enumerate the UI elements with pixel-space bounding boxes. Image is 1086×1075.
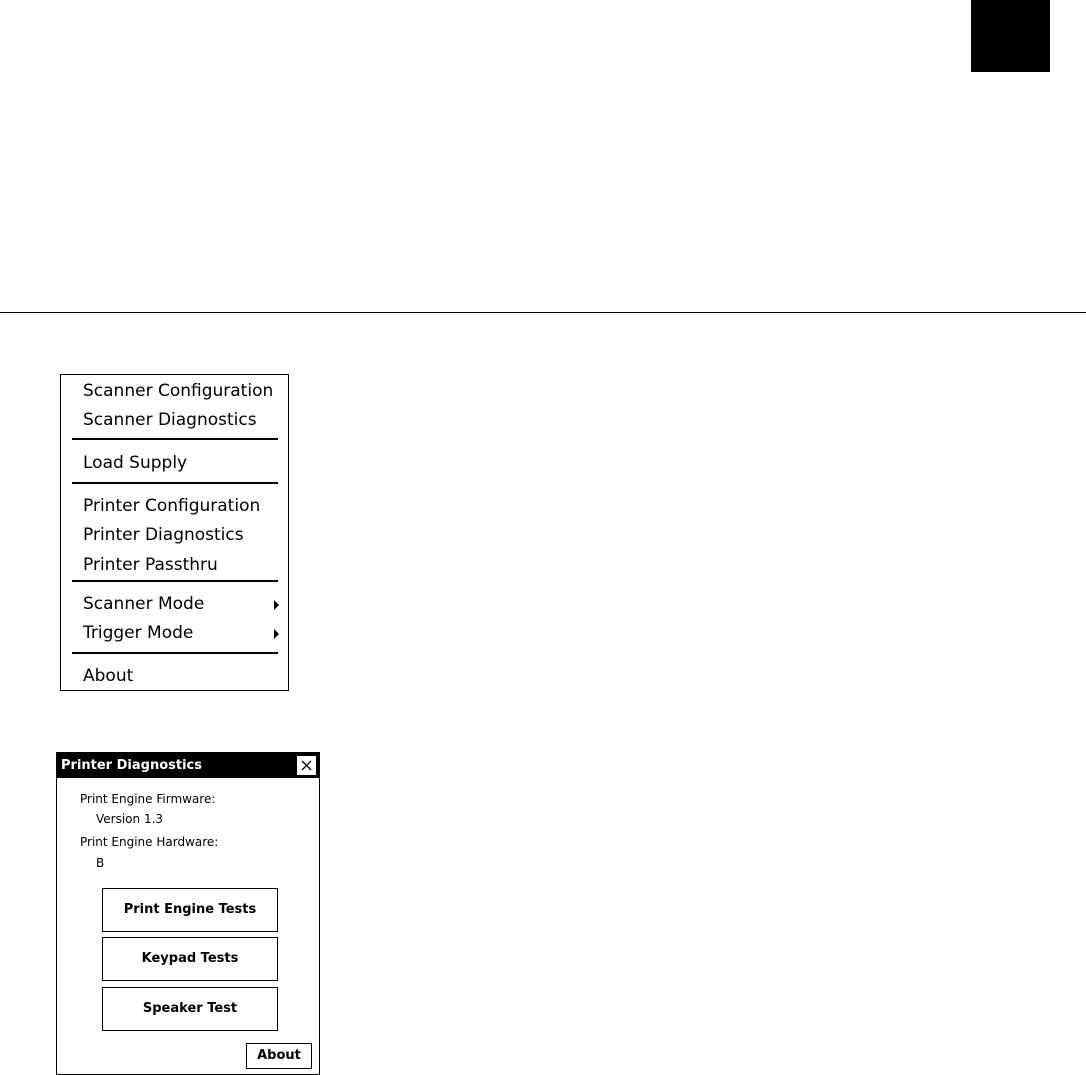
speaker-test-button[interactable]: Speaker Test	[102, 987, 278, 1031]
black-corner-block	[971, 0, 1050, 72]
menu-item-label: Trigger Mode	[83, 623, 194, 643]
menu-item-printer-passthru[interactable]	[83, 551, 282, 579]
printer-diagnostics-window	[56, 752, 320, 1075]
menu-separator	[72, 652, 278, 654]
submenu-arrow-icon	[274, 629, 279, 639]
menu-item-label: Scanner Mode	[83, 594, 205, 614]
title-bar	[57, 753, 319, 778]
menu-item-scanner-mode[interactable]	[83, 590, 282, 618]
firmware-value: Version 1.3	[96, 812, 164, 826]
menu-item-label: Printer Diagnostics	[83, 525, 244, 545]
horizontal-divider	[0, 312, 1086, 313]
menu-separator	[72, 580, 278, 582]
context-menu	[60, 374, 289, 691]
menu-item-label: Scanner Diagnostics	[83, 410, 257, 430]
keypad-tests-button[interactable]: Keypad Tests	[102, 937, 278, 981]
menu-item-load-supply[interactable]	[83, 449, 282, 477]
menu-item-label: Load Supply	[83, 453, 188, 473]
print-engine-tests-button[interactable]: Print Engine Tests	[102, 888, 278, 932]
submenu-arrow-icon	[274, 600, 279, 610]
menu-item-printer-diagnostics[interactable]	[83, 521, 282, 549]
menu-item-label: Printer Configuration	[83, 496, 261, 516]
firmware-label: Print Engine Firmware:	[80, 792, 216, 806]
menu-item-about[interactable]	[83, 662, 282, 690]
close-icon	[301, 760, 312, 771]
hardware-label: Print Engine Hardware:	[80, 835, 219, 849]
menu-item-printer-configuration[interactable]	[83, 492, 282, 520]
hardware-value: B	[96, 856, 105, 870]
about-button[interactable]: About	[246, 1043, 312, 1069]
menu-item-label: Scanner Configuration	[83, 381, 274, 401]
close-button[interactable]	[296, 755, 317, 776]
menu-item-label: About	[83, 666, 134, 686]
menu-item-trigger-mode[interactable]	[83, 619, 282, 647]
menu-item-scanner-diagnostics[interactable]	[83, 406, 282, 434]
menu-separator	[72, 438, 278, 440]
menu-separator	[72, 482, 278, 484]
window-title: Printer Diagnostics	[61, 758, 202, 773]
menu-item-label: Printer Passthru	[83, 555, 218, 575]
menu-item-scanner-configuration[interactable]	[83, 377, 282, 405]
